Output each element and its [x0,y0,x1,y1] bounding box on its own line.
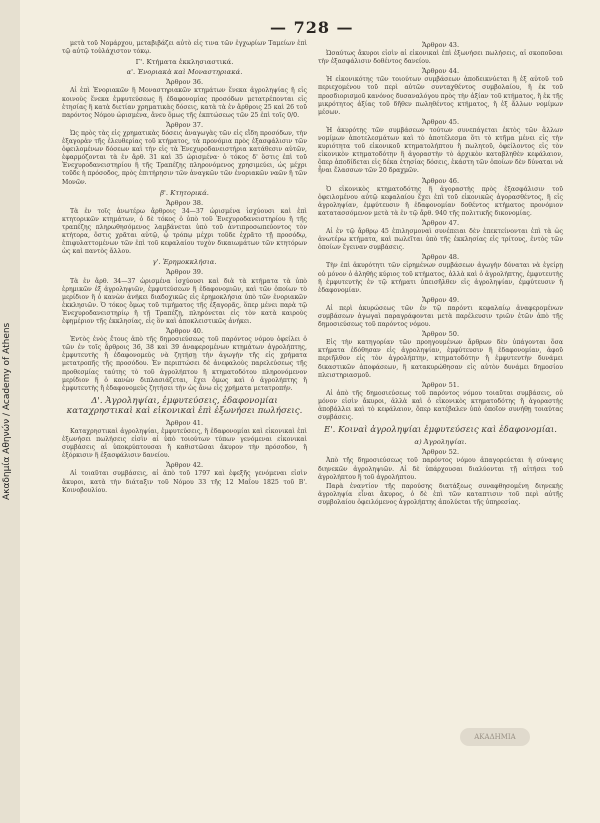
paragraph: Ἐντὸς ἑνὸς ἔτους ἀπὸ τῆς δημοσιεύσεως τοῦ παρόντος νόμου ὀφείλει ὁ τῶν ἐν τοῖς ἄρθροις 36, 38 καὶ 39 ἀναφερομένων κτημάτων ἀγρολήπτης, ἐμφυτευτὴς ἢ ἐδαφονομεὺς νὰ ζητήσῃ τὴν ἀγωγὴν τῆς εἰς χρήματα μετατροπῆς τῆς προσόδου. Ἐν περιπτώσει δὲ ἀνεφαλοὺς παρελεύσεως τῆς προθεσμίας ταύτης τὸ τοῦ ἀγρολήπτου ἢ κτηματοδότου πληρονόμενον μερίδιον ἢ ὁ κανὼν διπλασιάζεται, ἔχει ὅμως καὶ ὁ ἀγρολήπτης ἢ ἐμφυτευτὴς ἢ ἐδαφονομεὺς ζητήσει τὴν ὡς ἄνω εἰς χρήματα μετατροπήν. [62,336,307,392]
subsection-heading: γ'. Ἐρημοκκλήσια. [152,258,217,267]
subsection-heading: α) Ἀγροληψίαι. [414,438,467,447]
paragraph: Ἡ ἀκυρότης τῶν συμβάσεων τούτων συνεπάγεται ἐκτὸς τῶν ἄλλων νομίμων ἀποτελεσμάτων καὶ τὸ ἀποτέλεσμα ὅτι τὸ κτῆμα μένει εἰς τὴν κυριότητα τοῦ εἰκονικοῦ κτηματολήπτου ἢ πωλητοῦ, ὀφείλοντος εἰς τὸν εἰκονικὸν κτηματοδότην ἢ ἀγοραστὴν τὸ ἀρχικὸν καταβληθὲν κεφάλαιον, ὅπερ ἀποδίδεται εἰς δέκα ἐτησίας δόσεις, ἑκάστη τῶν ὁποίων δὲν δύναται νὰ ἦναι ἔλασσων τῶν 20 δραχμῶν. [318,126,563,175]
article-heading: Ἄρθρον 45. [421,117,460,126]
section-heading: Γ'. Κτήματα ἐκκλησιαστικά. [135,58,234,67]
paragraph: μετὰ τοῦ Νομάρχου, μεταβιβάζει αὐτὸ εἰς τινα τῶν ἐγχωρίων Ταμείων ἐπὶ τῷ αὐτῷ τοὐλάχιστον τόκῳ. [62,40,307,56]
paragraph: Τὰ ἐν τοῖς ἀνωτέρω ἄρθροις 34—37 ὡρισμένα ἰσχύουσι καὶ ἐπὶ κτητορικῶν κτημάτων, ὁ δὲ τόκος ὁ ὑπὸ τοῦ Ἐνεχυροδανειστηρίου ἢ τῆς τραπέζης πληρωθησόμενος λαμβάνεται ὑπὸ τοῦ ἀντιπροσωπεύοντος τὸν κτήτορα, ὅστις χρᾶται αὐτῷ, ᾧ τρόπῳ μέχρι τοῦδε ἐχρᾶτο τῇ προσόδῳ, ἐπιφυλαττομένων τῶν ἐπὶ τοῦ κεφαλαίου τυχὸν δικαιωμάτων τῶν κτητόρων ὡς καὶ παντὸς ἄλλου. [62,207,307,256]
paragraph: Ὁ εἰκονικὸς κτηματοδότης ἢ ἀγοραστὴς πρὸς ἐξασφάλισιν τοῦ ὀφειλομένου αὐτῷ κεφαλαίου ἔχει ἐπὶ τοῦ εἰκονικῶς ἀγορασθέντος, ἢ εἰς ἀγροληψίαν, ἐμφύτευσιν ἢ ἐδαφονομίαν δοθέντος κτήματος προνόμιον κατατασσόμενον μετὰ τὰ ἐν τῷ ἄρθ. 940 τῆς πολιτικῆς δικονομίας. [318,185,563,217]
library-stamp: ΑΚΑΔΗΜΙΑ [460,728,530,746]
article-heading: Ἄρθρον 52. [421,448,460,457]
article-heading: Ἄρθρον 49. [421,295,460,304]
article-heading: Ἄρθρον 38. [165,198,204,207]
paragraph: Καταχρηστικαὶ ἀγροληψίαι, ἐμφυτεύσεις, ἢ ἐδαφονομίαι καὶ εἰκονικαὶ ἐπὶ ἐξωνήσει πωλήσεις εἰσὶν αἱ ὑπὸ τοιούτων τύπων γενόμεναι εἰκονικαὶ συμβάσεις αἱ ὑποκρύπτουσαι ἢ καθιστῶσαι ἄκυρον τὴν πρόσοδον, ἢ ἐξόρκισιν ἢ ἐξασφάλισιν δανείου. [62,427,307,460]
paragraph: Αἱ περὶ ἀκυρώσεως τῶν ἐν τῷ παρόντι κεφαλαίῳ ἀναφερομένων συμβάσεων ἀγωγαὶ παραγράφονται μετὰ παρέλευσιν τριῶν ἐτῶν ἀπὸ τῆς δημοσιεύσεως τοῦ παρόντος νόμου. [318,304,563,329]
subsection-heading: β'. Κτητορικά. [160,188,209,197]
paragraph: Εἰς τὴν κατηγορίαν τῶν προηγουμένων ἄρθρων δὲν ὑπάγονται ὅσα κτήματα ἐδόθησαν εἰς ἀγροληψίαν, ἐμφύτευσιν ἢ ἐδαφονομίαν, ἀφοῦ περιῆλθον εἰς τὸν ἀγρολήπτην, κτηματοδότην ἢ ἐμφυτευτὴν δυνάμει δικαστικῶν ἀποφάσεων, ἢ κατακυρώθησαν εἰς αὐτὸν δυνάμει δημοσίου πλειστηριασμοῦ. [318,339,563,379]
article-heading: Ἄρθρον 42. [165,461,204,470]
paragraph: Ὡσαύτως ἄκυροι εἰσὶν αἱ εἰκονικαὶ ἐπὶ ἐξωνήσει πωλήσεις, αἱ σκοποῦσαι τὴν ἐξασφάλισιν δοθέντος δανείου. [318,50,563,66]
subsection-heading: α'. Ἐνοριακὰ καὶ Μοναστηριακά. [126,68,243,77]
paragraph: Αἱ τοιαῦται συμβάσεις, αἱ ἀπὸ τοῦ 1797 καὶ ἐφεξῆς γενόμεναι εἰσὶν ἄκυροι, κατὰ τὴν διάταξιν τοῦ Νόμου 33 τῆς 12 Μαΐου 1825 τοῦ Β'. Κοινοβουλίου. [62,470,307,494]
paragraph: Ἀπὸ τῆς δημοσιεύσεως τοῦ παρόντος νόμου ἀπαγορεύεται ἡ σύναψις διηνεκῶν ἀγροληψιῶν. Αἱ δὲ ὑπάρχουσαι διαλύονται τῇ αἰτήσει τοῦ ἀγρολήπτου ἢ τοῦ ἀγρολήπτου. [318,457,563,481]
article-heading: Ἄρθρον 39. [165,268,204,277]
paragraph: Ἡ εἰκονικότης τῶν τοιούτων συμβάσεων ἀποδεικνύεται ἢ ἐξ αὐτοῦ τοῦ περιεχομένου τοῦ περὶ αὐτῶν συνταχθέντος συμβολαίου, ἢ ἐκ τοῦ προσδιορισμοῦ κανόνος δυσαναλόγου πρὸς τὴν ἀξίαν τοῦ κτήματος, ἢ ἐκ τῆς μικρότητος ἀξίας τοῦ δῆθεν πωληθέντος κτήματος, ἢ ἐξ ἄλλων νομίμων μέσων. [318,76,563,116]
archive-watermark: Ακαδημία Αθηνών / Academy of Athens [2,322,12,500]
left-column [62,40,307,496]
paragraph: Ὡς πρὸς τὰς εἰς χρηματικὰς δόσεις ἀναγωγὰς τῶν εἰς εἴδη προσόδων, τὴν ἐξαγορὰν τῆς ἐλευθερίας τοῦ κτήματος, τὰ προνόμια πρὸς ἐξασφάλισιν τῶν ὀφειλομένων δόσεων καὶ τὴν εἰς τὰ Ἐνεχυροδανειστήρια κατάθεσιν αὐτῶν, ἐφαρμόζονται τὰ ἐν ἄρθ. 31 καὶ 35 ὡρισμένα· ὁ τόκος δ' ὅστις ἐπὶ τοῦ Ἐνεχυροδανειστηρίου ἢ τῆς Τραπέζης πληρονόμενος χρησιμεύει, ὡς μέχρι τοῦδε ἡ πρόσοδος, πρὸς ἐπιτήρησιν τῶν ἀναγκῶν τῶν ἐνοριακῶν ναῶν ἢ τῶν Μονῶν. [62,129,307,186]
page-number: — 728 — [270,18,354,37]
article-heading: Ἄρθρον 44. [421,67,460,76]
article-heading: Ἄρθρον 37. [165,120,204,129]
article-heading: Ἄρθρον 51. [421,380,460,389]
chapter-heading: Ε'. Κοιναὶ ἀγροληψίαι ἐμφυτεύσεις καὶ ἐδαφονομίαι. [324,425,557,436]
paragraph: Τὰ ἐν ἄρθ. 34—37 ὡρισμένα ἰσχύουσι καὶ διὰ τὰ κτήματα τὰ ὑπὸ ἐρημικῶν ἐξ ἀγροληψιῶν, ἐμφυτεύσεων ἢ ἐδαφονομιῶν, καὶ τῶν ὁποίων τὸ μερίδιον ἢ ὁ κανὼν ἀνήκει διαδοχικῶς εἰς ἐρημοκλήσια ὑπὸ τῶν ἐνοριακῶν ἐκκλησιῶν. Ὁ τόκος ὅμως τοῦ τιμήματος τῆς ἐξαγορᾶς, ὅπερ μένει παρὰ τῷ Ἐνεχυροδανειστηρίῳ ἢ τῇ Τραπέζῃ, πληρόνεται εἰς τὸν κατὰ καιροὺς ἐφημέριον τῆς ἐκκλησίας, εἰς ὃν καὶ ἀποκλειστικῶς ἀνήκει. [62,277,307,325]
chapter-heading: Δ'. Ἀγροληψίαι, ἐμφυτεύσεις, ἐδαφονομίαι καταχρηστικαὶ καὶ εἰκονικαὶ ἐπὶ ἐξωνήσει πωλήσεις. [66,395,303,416]
paragraph: Παρὰ ἐναντίον τῆς παρούσης διατάξεως συναφθησομένη διηνεκὴς ἀγροληψία εἶναι ἄκυρος, ὁ δὲ ἐπὶ τῶν καταπτισιν τοῦ περὶ αὐτῆς συμβολαίου ὀφειλόμενος ἀγρολήπτης ἀπολύεται τῆς ὑπηρεσίας. [318,482,563,506]
article-heading: Ἄρθρον 36. [165,78,204,87]
right-column [318,40,563,508]
article-heading: Ἄρθρον 47. [421,218,460,227]
article-heading: Ἄρθρον 41. [165,418,204,427]
article-heading: Ἄρθρον 43. [421,41,460,49]
article-heading: Ἄρθρον 40. [165,327,204,336]
article-heading: Ἄρθρον 48. [421,253,460,262]
article-heading: Ἄρθρον 46. [421,176,460,185]
article-heading: Ἄρθρον 50. [421,330,460,339]
paragraph: Αἱ ἐν τῷ ἄρθρῳ 45 ἐπιλησμοναὶ συνέπειαι δὲν ἐπεκτείνονται ἐπὶ τὰ ὡς ἀνωτέρω κτήματα, καὶ πωλεῖται ὑπὸ τῆς ἐκκλησίας εἰς τρίτους, ἐντὸς τῶν ὁποίων ἔγειναν συμβάσεις. [318,228,563,252]
paragraph: Τὴν ἐπὶ ἀκυρότητι τῶν εἰρημένων συμβάσεων ἀγωγὴν δύναται νὰ ἐγείρῃ οὐ μόνον ὁ ἀληθὴς κύριος τοῦ κτήματος, ἀλλὰ καὶ ὁ ἀγρολήπτης, ἐμφυτευτὴς ἢ ἐμφυτευτὴς ἐν τῷ κτήματι ὑπεισῆλθεν εἰς ἀγροληψίαν, ἐμφύτευσιν ἢ ἐδαφονομίαν. [318,262,563,294]
paragraph: Αἱ ἀπὸ τῆς δημοσιεύσεως τοῦ παρόντος νόμου τοιαῦται συμβάσεις, οὐ μόνον εἰσὶν ἄκυροι, ἀλλὰ καὶ ὁ εἰκονικὸς κτηματοδότης ἢ ἀγοραστὴς ἀποβάλλει καὶ τὸ κεφάλαιον, ὅπερ κατέβαλεν ὑπὸ ὁποῖον συνήθῃ τοιαύτας συμβάσεις. [318,389,563,422]
paragraph: Αἱ ἐπὶ Ἐνοριακῶν ἢ Μοναστηριακῶν κτημάτων ἕνεκα ἀγροληψίας ἢ εἰς κοινοὺς ἕνεκα ἐμφυτεύσεως ἢ ἐδαφονομίας προσόδων μετατρέπονται εἰς ἐτησίας ἢ κατὰ διετίαν χρηματικὰς δόσεις, κατὰ τὰ ἐν ἄρθροις 25 καὶ 26 τοῦ παρόντος Νόμου ὡρισμένα, ἄνευ ὅμως τῆς ἐκπτώσεως τῶν 25 ἐπὶ τοῖς 0/0. [62,87,307,119]
